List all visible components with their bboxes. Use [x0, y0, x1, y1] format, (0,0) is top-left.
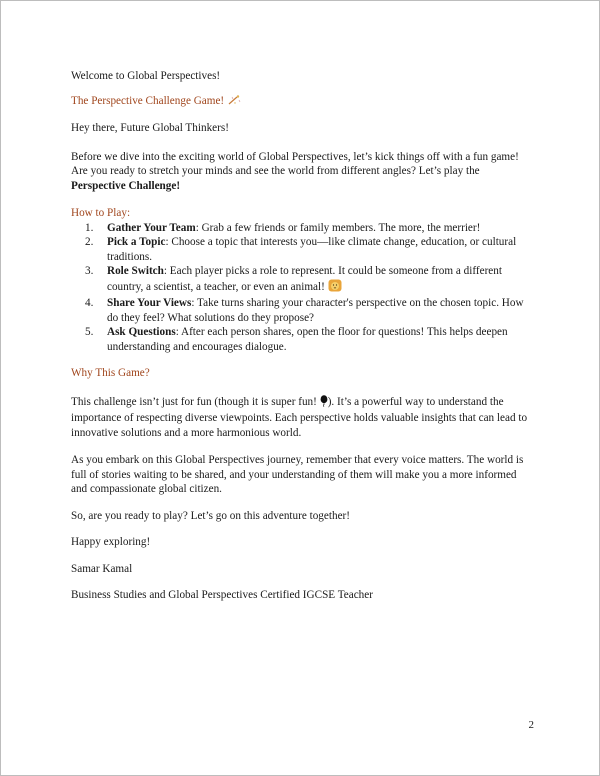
why-paragraph: [71, 395, 533, 441]
list-item: [85, 235, 533, 264]
signature-title: Business Studies and Global Perspectives Certified IGCSE Teacher: [71, 589, 373, 601]
balloon-icon: [320, 395, 328, 412]
why-this-game-heading: Why This Game?: [71, 367, 150, 379]
intro-bold-text: Perspective Challenge!: [71, 179, 181, 192]
step-title: Share Your Views: [107, 297, 192, 309]
why-text-before: This challenge isn’t just for fun (though it is super fun!: [71, 395, 320, 408]
why-text-after: ). It’s a powerful way to understand the importance of respecting diverse viewpoints. Each perspective holds valuable insights that can lead to innovative solutions and a more harmonious world.: [71, 395, 528, 439]
how-to-play-heading: How to Play:: [71, 207, 131, 219]
step-text: : Take turns sharing your character's perspective on the chosen topic. How do they feel? What solutions do they propose?: [107, 297, 524, 324]
challenge-heading-text: The Perspective Challenge Game!: [71, 94, 225, 107]
step-number: 2.: [85, 236, 94, 248]
step-title: Gather Your Team: [107, 221, 196, 234]
greeting-line: Hey there, Future Global Thinkers!: [71, 122, 229, 134]
challenge-heading: [71, 94, 533, 111]
step-title: Ask Questions: [107, 326, 176, 338]
step-text: : Grab a few friends or family members. The more, the merrier!: [195, 221, 481, 234]
intro-text: Before we dive into the exciting world of Global Perspectives, let’s kick things off with a fun game! Are you ready to stretch your minds and see the world from different angles? Let’s play the: [71, 150, 519, 177]
lion-face-icon: [328, 279, 342, 297]
step-title: Pick a Topic: [107, 236, 166, 248]
sparkle-wand-icon: [227, 94, 241, 111]
step-number: 3.: [85, 265, 94, 277]
list-item: [85, 325, 533, 354]
steps-list: [71, 221, 533, 355]
step-number: 5.: [85, 326, 94, 338]
step-text: : Choose a topic that interests you—like climate change, education, or cultural traditions.: [107, 236, 517, 263]
step-text: : Each player picks a role to represent. It could be someone from a different country, a scientist, a teacher, or even an animal!: [107, 265, 502, 293]
list-item: [85, 264, 533, 296]
step-number: 1.: [85, 221, 94, 234]
step-title: Role Switch: [107, 265, 164, 277]
page-number: 2: [528, 719, 534, 731]
journey-paragraph: As you embark on this Global Perspectives journey, remember that every voice matters. The world is full of stories waiting to be shared, and your understanding of them will make you a more informed and compassionate global citizen.: [71, 454, 524, 495]
list-item: [85, 296, 533, 325]
happy-exploring-line: Happy exploring!: [71, 536, 151, 548]
welcome-line: Welcome to Global Perspectives!: [71, 70, 221, 82]
step-number: 4.: [85, 297, 94, 309]
list-item: [85, 221, 533, 236]
document-body: [71, 69, 533, 603]
intro-paragraph: [71, 150, 533, 194]
step-text: : After each person shares, open the floor for questions! This helps deepen understanding and encourages dialogue.: [107, 326, 508, 353]
ready-paragraph: So, are you ready to play? Let’s go on this adventure together!: [71, 509, 350, 522]
signature-name: Samar Kamal: [71, 562, 133, 575]
